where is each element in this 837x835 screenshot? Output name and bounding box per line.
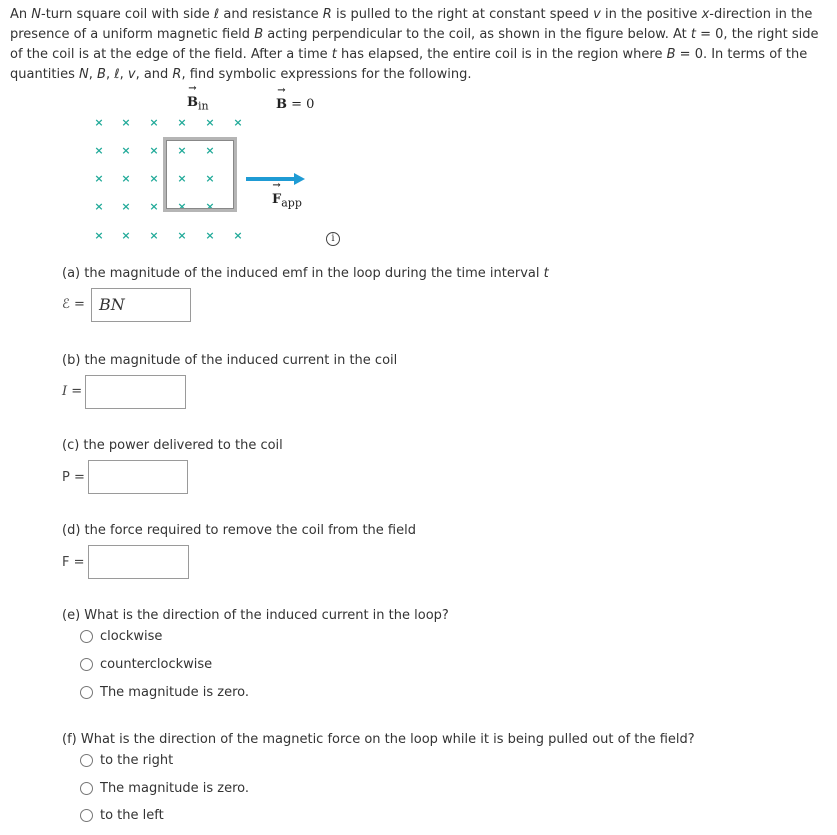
option-f-zero[interactable]: The magnitude is zero.	[80, 779, 249, 797]
field-x-mark: ×	[205, 229, 215, 242]
field-x-mark: ×	[177, 144, 187, 157]
field-x-mark: ×	[233, 116, 243, 129]
field-x-mark: ×	[205, 200, 215, 213]
power-answer-input[interactable]	[88, 460, 188, 494]
force-arrow-head	[294, 173, 305, 185]
option-f-right[interactable]: to the right	[80, 751, 173, 769]
emf-answer-input[interactable]: BN	[91, 288, 191, 322]
field-x-mark: ×	[94, 229, 104, 242]
power-label: P =	[62, 470, 85, 485]
option-e-clockwise[interactable]: clockwise	[80, 627, 162, 645]
b-zero-label: → B = 0	[276, 97, 314, 112]
field-x-mark: ×	[121, 144, 131, 157]
field-x-mark: ×	[177, 229, 187, 242]
emf-label: ℰ =	[62, 297, 85, 312]
radio-button[interactable]	[80, 658, 93, 671]
question-e: (e) What is the direction of the induced current in the loop?	[62, 608, 449, 623]
question-f: (f) What is the direction of the magnetic force on the loop while it is being pulled out of the field?	[62, 732, 695, 747]
problem-statement: An N-turn square coil with side ℓ and resistance R is pulled to the right at constant speed v in the positive x-direction in the presence of a uniform magnetic field B acting perpendicular to the coil, as shown in the figure below. At t = 0, the right side of the coil is at the edge of the field. After a time t has elapsed, the entire coil is in the region where B = 0. In terms of the quantities N, B, ℓ, v, and R, find symbolic expressions for the following.	[10, 7, 819, 82]
field-x-mark: ×	[94, 144, 104, 157]
field-x-mark: ×	[233, 229, 243, 242]
option-f-left[interactable]: to the left	[80, 806, 164, 824]
f-app-label: → $F_{app}$	[272, 192, 302, 210]
option-e-zero[interactable]: The magnitude is zero.	[80, 683, 249, 701]
current-label: I =	[62, 384, 83, 399]
radio-button[interactable]	[80, 782, 93, 795]
field-x-mark: ×	[121, 116, 131, 129]
field-x-mark: ×	[149, 144, 159, 157]
radio-button[interactable]	[80, 630, 93, 643]
question-a: (a) the magnitude of the induced emf in the loop during the time interval t	[62, 266, 549, 281]
field-x-mark: ×	[94, 172, 104, 185]
field-x-mark: ×	[177, 116, 187, 129]
radio-button[interactable]	[80, 686, 93, 699]
field-x-mark: ×	[121, 172, 131, 185]
field-x-mark: ×	[205, 116, 215, 129]
field-x-mark: ×	[149, 200, 159, 213]
field-x-mark: ×	[149, 116, 159, 129]
field-x-mark: ×	[94, 200, 104, 213]
field-x-mark: ×	[94, 116, 104, 129]
info-icon[interactable]: i	[326, 232, 340, 246]
field-x-mark: ×	[205, 144, 215, 157]
field-x-mark: ×	[177, 200, 187, 213]
field-x-mark: ×	[149, 229, 159, 242]
b-in-label: → $B_{in}$	[187, 95, 209, 113]
force-answer-input[interactable]	[88, 545, 189, 579]
square-coil-inner	[166, 140, 234, 209]
radio-button[interactable]	[80, 809, 93, 822]
field-x-mark: ×	[121, 229, 131, 242]
current-answer-input[interactable]	[85, 375, 186, 409]
field-x-mark: ×	[149, 172, 159, 185]
field-x-mark: ×	[205, 172, 215, 185]
question-c: (c) the power delivered to the coil	[62, 438, 283, 453]
field-x-mark: ×	[121, 200, 131, 213]
force-label: F =	[62, 555, 85, 570]
question-d: (d) the force required to remove the coil from the field	[62, 523, 416, 538]
force-arrow-shaft	[246, 177, 296, 181]
radio-button[interactable]	[80, 754, 93, 767]
field-x-mark: ×	[177, 172, 187, 185]
question-b: (b) the magnitude of the induced current in the coil	[62, 353, 398, 368]
option-e-counterclockwise[interactable]: counterclockwise	[80, 655, 212, 673]
